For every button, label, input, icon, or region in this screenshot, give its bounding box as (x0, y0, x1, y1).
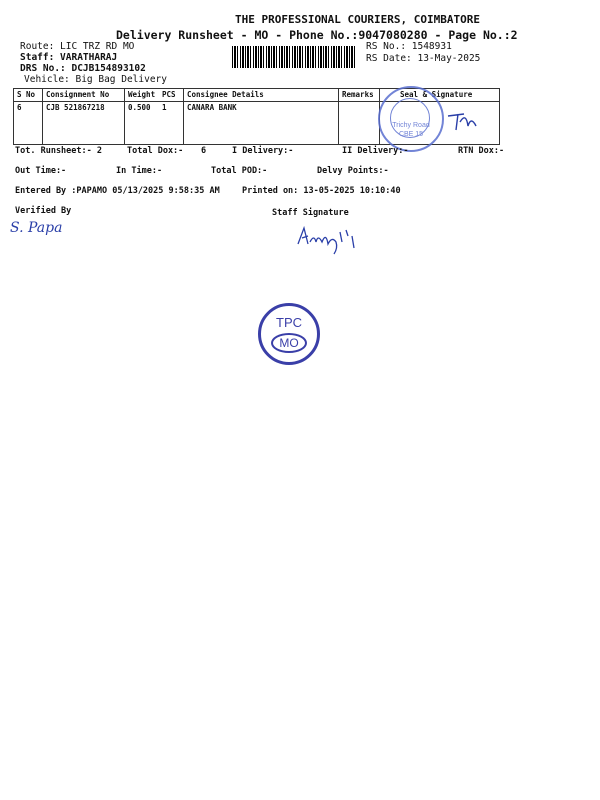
verified-by-label: Verified By (15, 206, 72, 216)
total-dox-label: Total Dox:- (127, 146, 184, 156)
barcode (232, 46, 356, 68)
staff-signature-label: Staff Signature (272, 208, 349, 218)
col-s-no: S No (14, 89, 43, 102)
cell-consignment: CJB 521867218 (43, 102, 125, 145)
staff: Staff: VARATHARAJ (20, 52, 118, 63)
staff-signature-scribble (294, 222, 366, 258)
route: Route: LIC TRZ RD MO (20, 41, 135, 52)
tot-runsheet: Tot. Runsheet:- 2 (15, 146, 102, 156)
col-pcs: PCS (159, 89, 184, 102)
drs-number: DRS No.: DCJB154893102 (20, 63, 146, 74)
runsheet-title: Delivery Runsheet - MO - Phone No.:9047080280 - Page No.:2 (116, 28, 518, 42)
company-title: THE PROFESSIONAL COURIERS, COIMBATORE (234, 13, 481, 26)
entered-by: Entered By :PAPAMO 05/13/2025 9:58:35 AM (15, 186, 220, 196)
col-consignee: Consignee Details (184, 89, 339, 102)
col-consignment: Consignment No (43, 89, 125, 102)
tpc-stamp-bottom: MO (271, 333, 307, 353)
cell-weight: 0.500 (125, 102, 160, 145)
tpc-stamp-top: TPC (276, 315, 302, 330)
seal-text: Trichy Road (392, 122, 430, 129)
office-seal-stamp (378, 86, 444, 152)
rs-date: RS Date: 13-May-2025 (366, 53, 481, 64)
seal-signature-scribble (444, 104, 480, 134)
vehicle: Vehicle: Big Bag Delivery (24, 74, 167, 85)
cell-remarks (339, 102, 380, 145)
tpc-mo-stamp (258, 303, 320, 365)
printed-on: Printed on: 13-05-2025 10:10:40 (242, 186, 401, 196)
in-time: In Time:- (116, 166, 163, 176)
total-pod: Total POD:- (211, 166, 268, 176)
out-time: Out Time:- (15, 166, 67, 176)
cell-consignee: CANARA BANK (184, 102, 339, 145)
cell-pcs: 1 (159, 102, 184, 145)
verified-signature: S. Papa (10, 220, 63, 236)
rtn-dox: RTN Dox:- (458, 146, 505, 156)
total-dox-value: 6 (201, 146, 207, 156)
cell-s-no: 6 (14, 102, 43, 145)
i-delivery: I Delivery:- (232, 146, 294, 156)
col-weight: Weight (125, 89, 160, 102)
seal-subtext: CBE 15 (398, 131, 424, 138)
col-remarks: Remarks (339, 89, 380, 102)
ii-delivery: II Delivery:- (342, 146, 409, 156)
delvy-points: Delvy Points:- (317, 166, 389, 176)
col-seal: Seal & Signature (380, 89, 500, 102)
rs-number: RS No.: 1548931 (366, 41, 452, 52)
